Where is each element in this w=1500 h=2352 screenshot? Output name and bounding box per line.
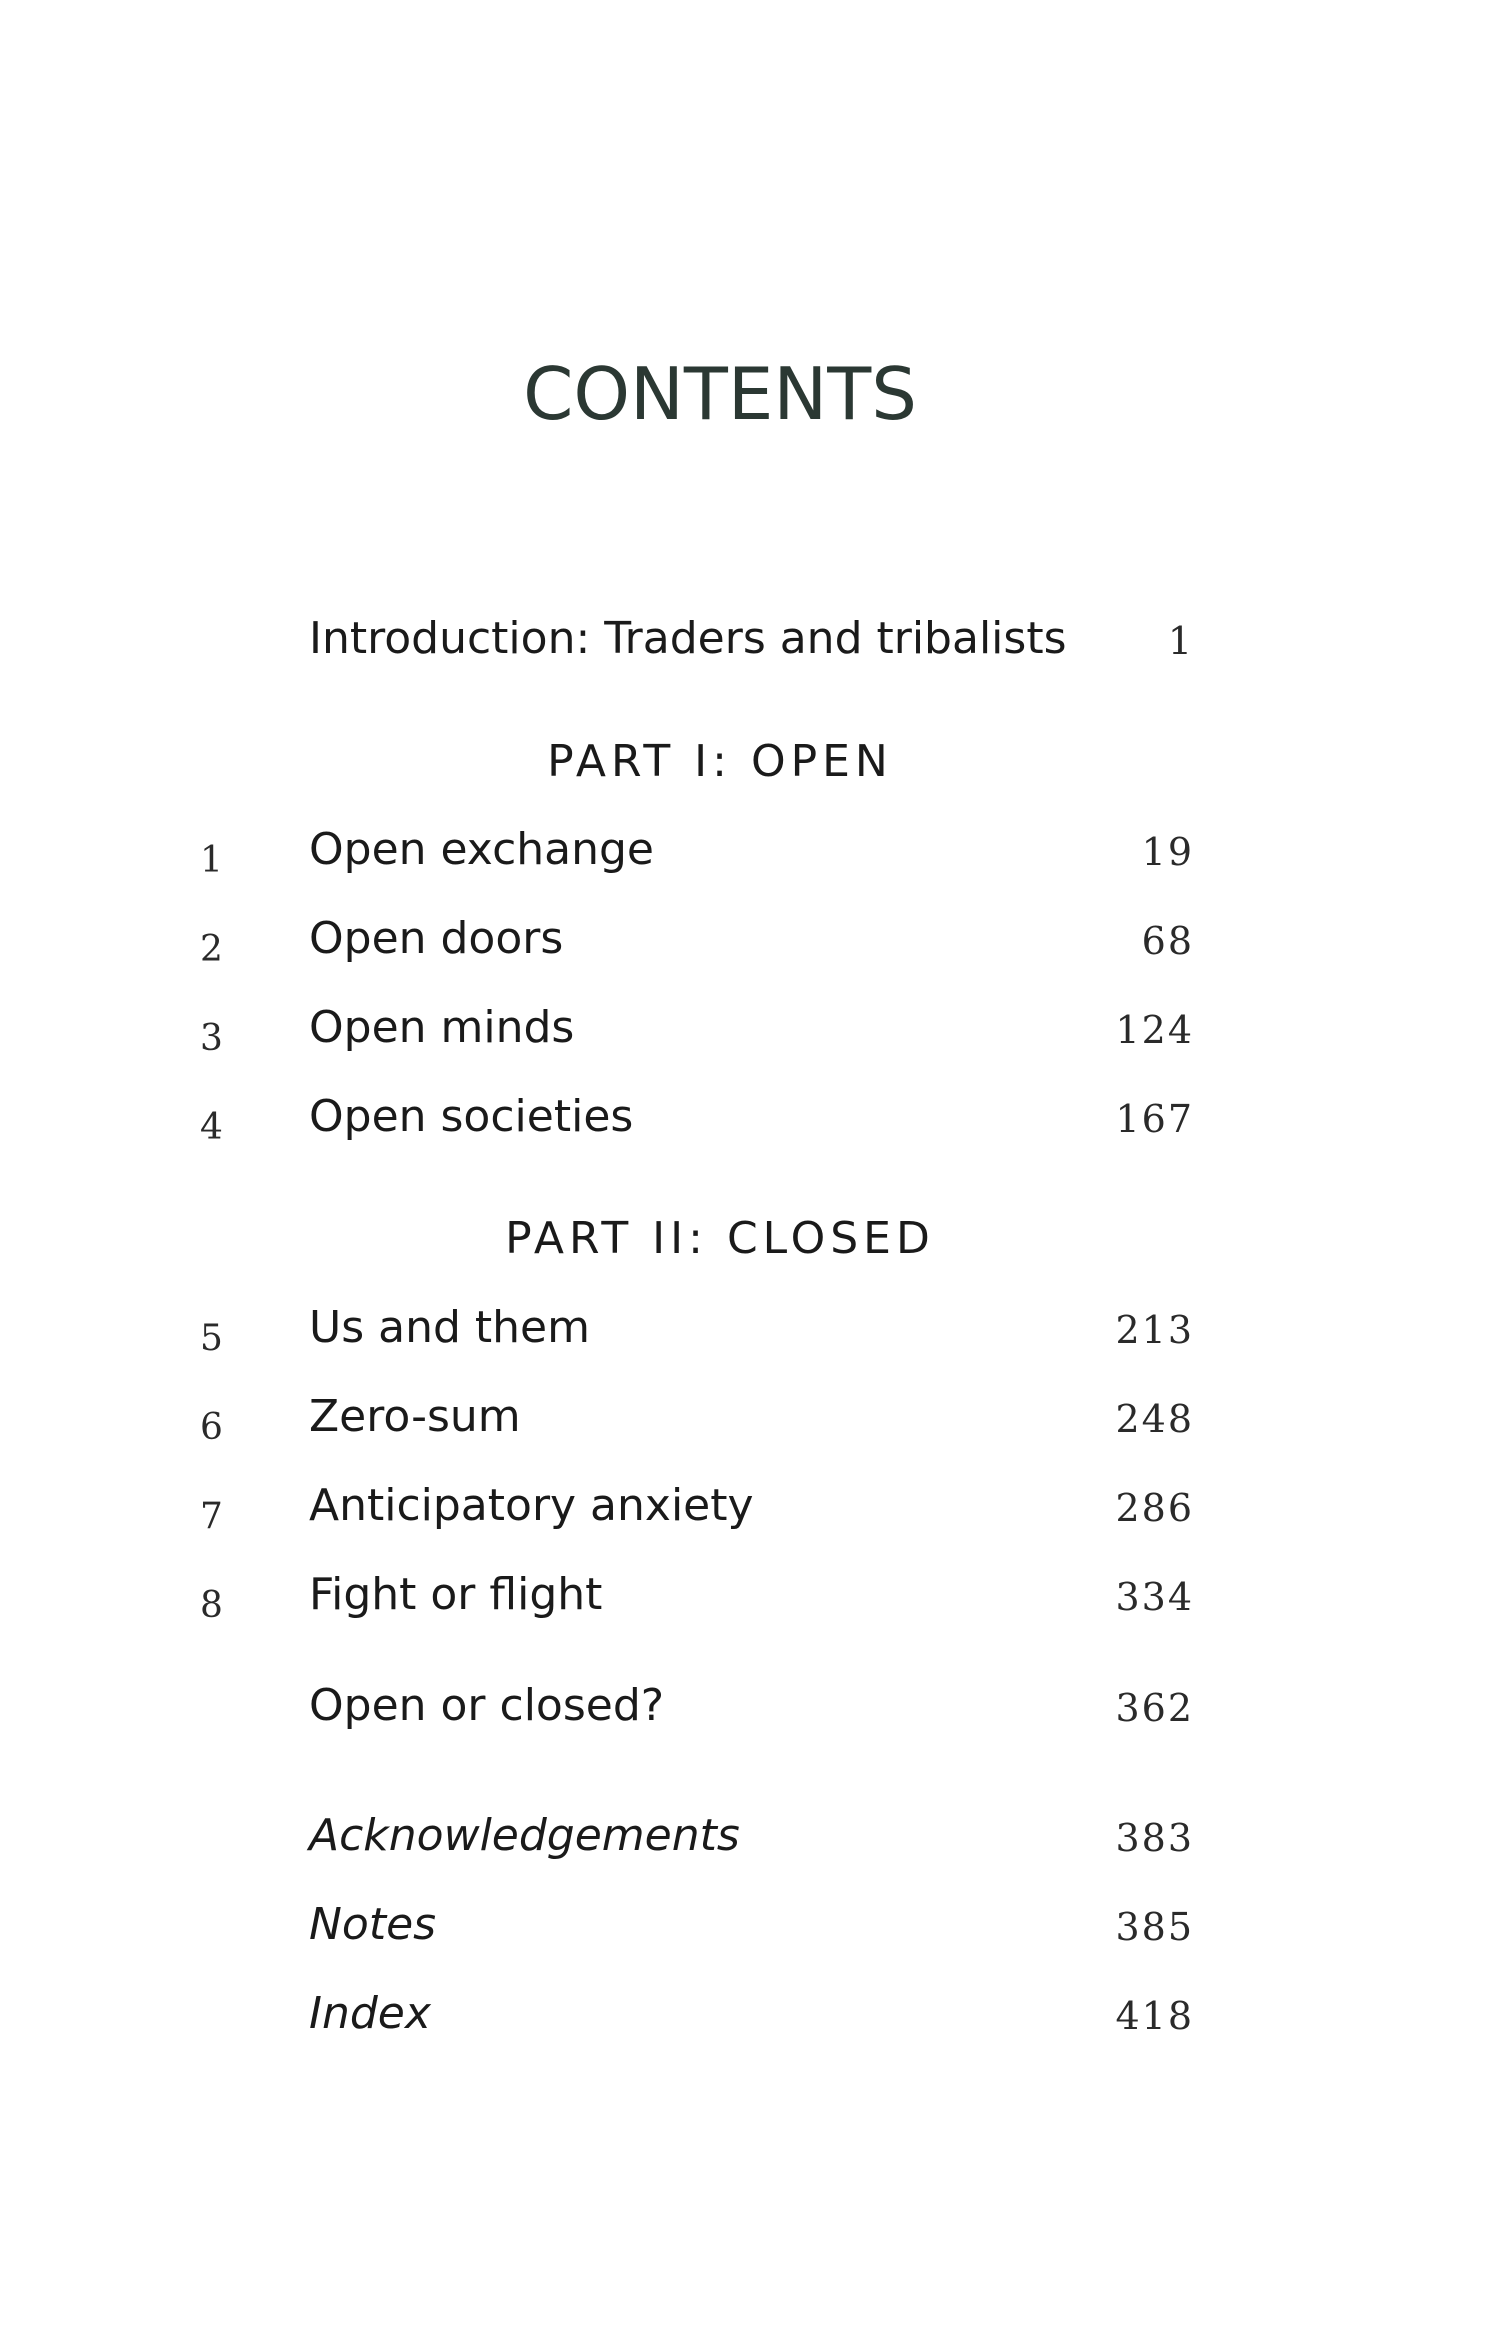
- toc-entry-label: Fight or flight: [309, 1569, 603, 1620]
- toc-entry-label: Anticipatory anxiety: [309, 1480, 754, 1531]
- toc-entry-page: 1: [1167, 619, 1194, 663]
- toc-entry-chapter-4[interactable]: [0, 1091, 1500, 1161]
- toc-entry-chapter-3[interactable]: [0, 1002, 1500, 1072]
- toc-entry-page: 286: [1115, 1486, 1194, 1530]
- toc-entry-chapter-1[interactable]: [0, 824, 1500, 894]
- toc-entry-label: Open minds: [309, 1002, 575, 1053]
- page-title: CONTENTS: [523, 352, 917, 436]
- toc-entry-acknowledgements[interactable]: [0, 1810, 1500, 1880]
- toc-entry-label: Us and them: [309, 1302, 590, 1353]
- toc-entry-label: Acknowledgements: [309, 1810, 740, 1861]
- toc-entry-page: 213: [1115, 1308, 1194, 1352]
- toc-entry-page: 334: [1115, 1575, 1194, 1619]
- chapter-number: 1: [200, 840, 223, 881]
- chapter-number: 6: [200, 1407, 223, 1448]
- toc-entry-chapter-7[interactable]: [0, 1480, 1500, 1550]
- toc-entry-page: 124: [1115, 1008, 1194, 1052]
- toc-entry-label: Open doors: [309, 913, 564, 964]
- toc-entry-label: Open exchange: [309, 824, 654, 875]
- toc-entry-label: Index: [309, 1988, 431, 2039]
- chapter-number: 8: [200, 1585, 223, 1626]
- toc-entry-label: Notes: [309, 1899, 437, 1950]
- chapter-number: 3: [200, 1018, 223, 1059]
- part-2-heading: PART II: CLOSED: [505, 1213, 935, 1264]
- toc-entry-chapter-6[interactable]: [0, 1391, 1500, 1461]
- toc-entry-page: 19: [1141, 830, 1194, 874]
- toc-entry-introduction[interactable]: [0, 613, 1500, 683]
- toc-entry-page: 68: [1141, 919, 1194, 963]
- toc-entry-label: Open societies: [309, 1091, 634, 1142]
- toc-entry-conclusion[interactable]: [0, 1680, 1500, 1750]
- toc-entry-page: 385: [1115, 1905, 1194, 1949]
- toc-entry-chapter-5[interactable]: [0, 1302, 1500, 1372]
- toc-entry-label: Open or closed?: [309, 1680, 665, 1731]
- chapter-number: 7: [200, 1496, 223, 1537]
- toc-entry-index[interactable]: [0, 1988, 1500, 2058]
- toc-entry-chapter-8[interactable]: [0, 1569, 1500, 1639]
- toc-entry-page: 248: [1115, 1397, 1194, 1441]
- toc-entry-notes[interactable]: [0, 1899, 1500, 1969]
- part-1-heading: PART I: OPEN: [547, 736, 893, 787]
- toc-entry-page: 167: [1115, 1097, 1194, 1141]
- toc-entry-chapter-2[interactable]: [0, 913, 1500, 983]
- toc-entry-label: Zero-sum: [309, 1391, 521, 1442]
- chapter-number: 4: [200, 1107, 223, 1148]
- chapter-number: 2: [200, 929, 223, 970]
- toc-entry-page: 418: [1115, 1994, 1194, 2038]
- toc-entry-page: 383: [1115, 1816, 1194, 1860]
- toc-entry-page: 362: [1115, 1686, 1194, 1730]
- toc-entry-label: Introduction: Traders and tribalists: [309, 613, 1067, 664]
- chapter-number: 5: [200, 1318, 223, 1359]
